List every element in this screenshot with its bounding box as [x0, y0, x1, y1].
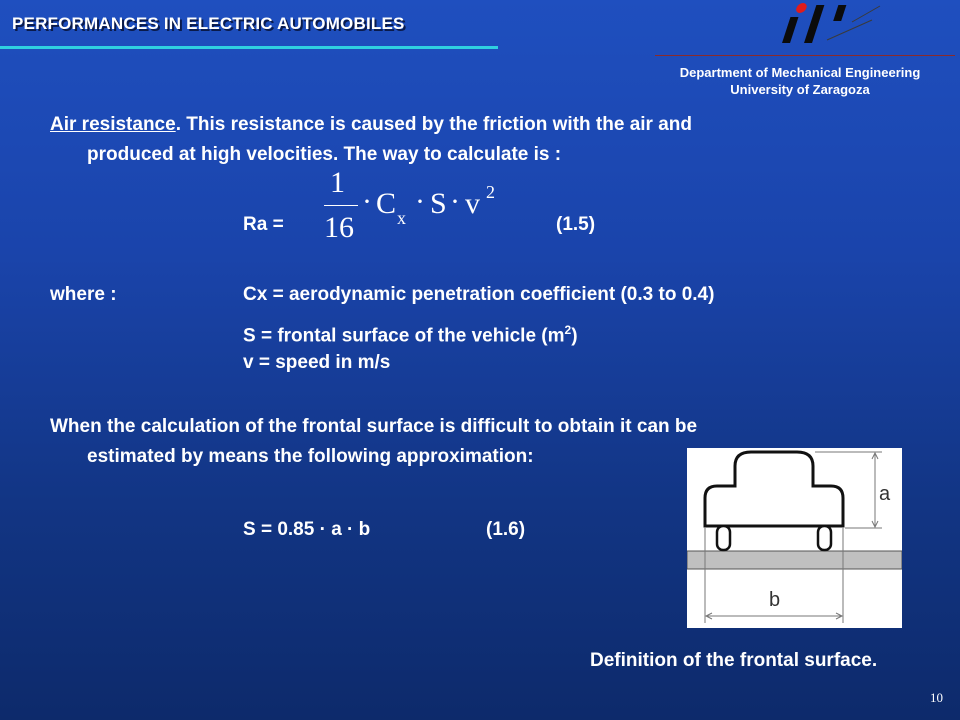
- car-body: [705, 452, 843, 526]
- estimate-line-1: When the calculation of the frontal surface is difficult to obtain it can be: [50, 416, 698, 437]
- page-number: 10: [930, 690, 943, 705]
- formula-v: v: [465, 187, 480, 220]
- definition-s-exponent: 2: [564, 323, 572, 337]
- university-logo-icon: [772, 0, 882, 48]
- formula-dot-3: ·: [450, 185, 460, 218]
- fraction-denominator: 16: [324, 211, 354, 244]
- formula-s: S: [430, 187, 447, 220]
- formula-1-6-number: (1.6): [486, 519, 526, 540]
- formula-dot-1: ·: [362, 185, 372, 218]
- air-resistance-term: Air resistance: [50, 114, 176, 135]
- definition-s: [243, 315, 578, 351]
- definition-v: v = speed in m/s: [243, 352, 391, 373]
- intro-line-1-text: . This resistance is caused by the friction with the air and: [175, 114, 692, 135]
- intro-line-2: produced at high velocities. The way to calculate is :: [87, 144, 562, 165]
- dim-b-label: b: [769, 589, 781, 611]
- estimate-line-2: estimated by means the following approximation:: [87, 446, 534, 467]
- definition-s-text: S = frontal surface of the vehicle (m: [243, 325, 565, 347]
- formula-1-5-number: (1.5): [556, 214, 596, 235]
- road-surface: [687, 551, 902, 569]
- department-divider: [655, 55, 955, 56]
- department-name: Department of Mechanical Engineering: [679, 65, 921, 80]
- right-wheel: [818, 526, 831, 550]
- formula-cx-base: C: [376, 187, 397, 220]
- frontal-surface-figure: [687, 448, 902, 628]
- formula-v-exponent: 2: [486, 182, 495, 202]
- fraction-bar: [324, 205, 358, 206]
- definition-s-close: ): [571, 325, 578, 347]
- fraction-numerator: 1: [330, 166, 345, 199]
- vehicle-frontal-diagram: [687, 448, 902, 628]
- page-title: PERFORMANCES IN ELECTRIC AUTOMOBILES: [12, 14, 405, 33]
- dim-a-label: a: [879, 483, 891, 505]
- title-underline: [0, 46, 498, 49]
- formula-1-6: S = 0.85 · a · b: [243, 519, 371, 540]
- formula-lhs: Ra =: [243, 214, 284, 235]
- left-wheel: [717, 526, 730, 550]
- where-label: where :: [50, 284, 117, 305]
- university-name: University of Zaragoza: [730, 82, 870, 97]
- intro-line-1: [50, 110, 692, 140]
- figure-caption: Definition of the frontal surface.: [590, 650, 878, 671]
- department-info: [650, 64, 950, 98]
- definition-cx: Cx = aerodynamic penetration coefficient (0.3 to 0.4): [243, 284, 715, 305]
- formula-dot-2: ·: [415, 185, 425, 218]
- formula-cx-subscript: x: [397, 208, 406, 228]
